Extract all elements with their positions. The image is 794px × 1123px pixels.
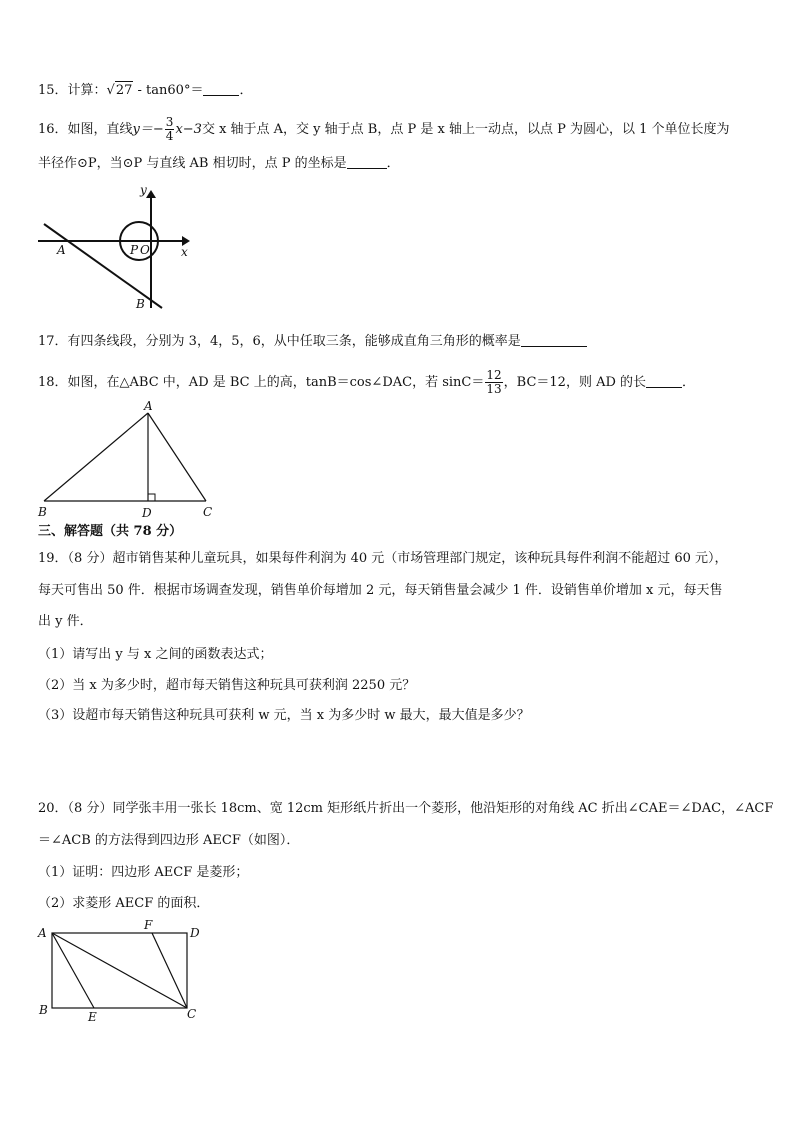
q19-part-1: （1）请写出 y 与 x 之间的函数表达式； (38, 647, 273, 662)
label-F: F (144, 918, 153, 932)
question-18 (38, 369, 695, 396)
y-axis-arrow-icon (146, 190, 156, 198)
q19-line-1: 19．（8 分）超市销售某种儿童玩具，如果每件利润为 40 元（市场管理部门规定，该种玩具每件利润不能超过 60 元）， (38, 551, 728, 566)
label-D: D (190, 926, 200, 940)
q19-line-3: 出 y 件． (38, 614, 93, 629)
q19-part-2: （2）当 x 为多少时，超市每天销售这种玩具可获利润 2250 元？ (38, 678, 416, 693)
label-A: A (38, 926, 47, 940)
fraction-denominator: 13 (486, 382, 502, 396)
q15-end: ． (239, 83, 253, 98)
section-title: 三、解答题（共 78 分） (38, 524, 183, 539)
label-C: C (187, 1007, 197, 1021)
q17-text: 17．有四条线段，分别为 3，4，5，6，从中任取三条，能够成直角三角形的概率是 (38, 334, 521, 349)
fraction-numerator: 3 (165, 115, 174, 129)
segment-AC (148, 413, 206, 501)
q16-equation-rhs: x−3 (175, 122, 202, 137)
q20-line-2: ＝∠ACB 的方法得到四边形 AECF（如图）． (38, 833, 300, 848)
q16-equation-lhs: y＝− (132, 122, 164, 137)
sqrt-symbol: √ (106, 83, 115, 98)
label-D: D (142, 506, 152, 520)
segment-AB (44, 413, 148, 501)
label-O: O (140, 243, 150, 257)
right-angle-icon (148, 494, 155, 501)
segment-FC (152, 933, 187, 1008)
q19-part-3: （3）设超市每天销售这种玩具可获利 w 元，当 x 为多少时 w 最大，最大值是多少？ (38, 708, 530, 723)
q20-figure (34, 915, 209, 1025)
q16-fraction (165, 116, 175, 143)
q20-part-2: （2）求菱形 AECF 的面积． (38, 896, 210, 911)
question-16-line-2 (38, 155, 400, 173)
label-A: A (144, 399, 153, 413)
q16-end: ． (386, 156, 400, 171)
answer-blank (521, 334, 587, 347)
label-C: C (203, 505, 213, 519)
q16-figure (30, 182, 190, 314)
label-x: x (181, 245, 188, 259)
question-17 (38, 333, 587, 351)
line-AB (44, 224, 162, 308)
label-A: A (57, 243, 66, 257)
diagonal-AC (52, 933, 187, 1008)
question-15 (38, 81, 252, 100)
q18-text-a: 18．如图，在△ABC 中，AD 是 BC 上的高，tanB＝cos∠DAC，若 sinC＝ (38, 375, 485, 390)
label-E: E (88, 1010, 97, 1024)
fraction-numerator: 12 (486, 368, 502, 382)
label-P: P (130, 243, 139, 257)
fraction-denominator: 4 (165, 129, 174, 143)
q15-radicand: 27 (115, 83, 133, 98)
label-y: y (140, 183, 147, 197)
q20-line-1: 20．（8 分）同学张丰用一张长 18cm、宽 12cm 矩形纸片折出一个菱形，他沿矩形的对角线 AC 折出∠CAE＝∠DAC，∠ACF (38, 801, 774, 816)
label-B: B (39, 1003, 48, 1017)
q16-intro: 16．如图，直线 (38, 122, 133, 137)
q20-part-1: （1）证明：四边形 AECF 是菱形； (38, 865, 249, 880)
q16-text: 交 x 轴于点 A，交 y 轴于点 B，点 P 是 x 轴上一动点，以点 P 为圆心，以 1 个单位长度为 (201, 122, 730, 137)
answer-blank (347, 156, 387, 169)
q15-expression: - tan60°＝ (137, 83, 204, 98)
answer-blank (646, 375, 682, 388)
q16-text-2: 半径作⊙P，当⊙P 与直线 AB 相切时，点 P 的坐标是 (38, 156, 347, 171)
q19-line-2: 每天可售出 50 件．根据市场调查发现，销售单价每增加 2 元，每天销售量会减少 1 件．设销售单价增加 x 元，每天售 (38, 583, 723, 598)
question-16-line-1 (38, 116, 730, 143)
q18-fraction (485, 369, 502, 396)
q15-number: 15．计算： (38, 83, 107, 98)
answer-blank (203, 83, 239, 96)
q18-text-b: ，BC＝12，则 AD 的长 (503, 375, 647, 390)
label-B: B (38, 505, 47, 519)
q18-end: ． (682, 375, 696, 390)
q18-figure (34, 398, 224, 522)
label-B: B (136, 297, 145, 311)
